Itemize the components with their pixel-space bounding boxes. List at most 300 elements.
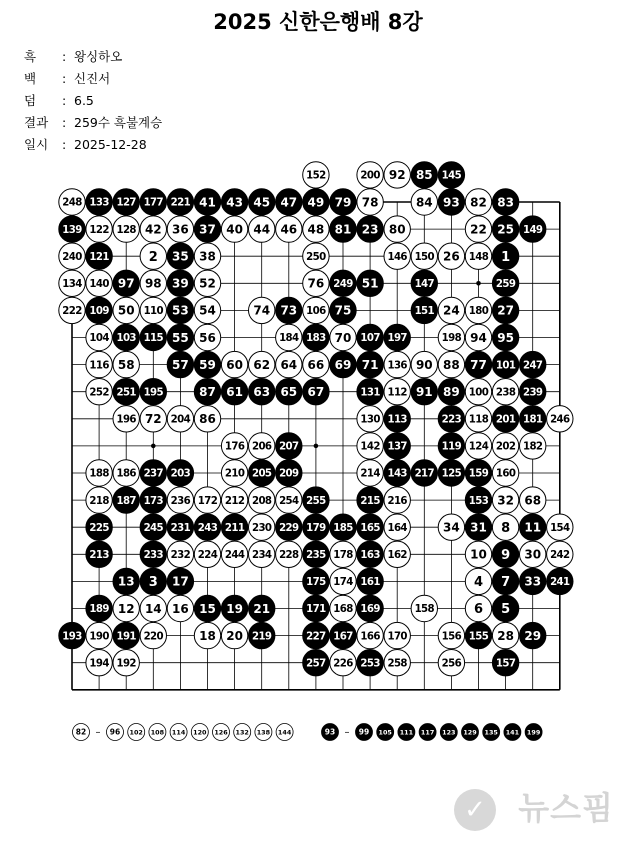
white-stone bbox=[465, 541, 491, 567]
info-value: 신진서 bbox=[74, 71, 111, 86]
move-number: 250 bbox=[306, 251, 326, 263]
move-number: 5 bbox=[501, 602, 511, 618]
legend-move-number: 111 bbox=[399, 728, 414, 737]
white-stone bbox=[194, 270, 220, 296]
white-stone bbox=[465, 379, 491, 405]
move-number: 133 bbox=[89, 197, 109, 209]
white-stone bbox=[276, 324, 302, 350]
black-stone bbox=[492, 243, 518, 269]
legend-dash: – bbox=[344, 727, 350, 738]
move-number: 2 bbox=[148, 249, 158, 265]
move-number: 242 bbox=[550, 549, 570, 561]
move-number: 67 bbox=[307, 385, 325, 400]
move-number: 71 bbox=[361, 357, 379, 372]
legend-move-number: 117 bbox=[420, 728, 435, 737]
move-number: 20 bbox=[226, 628, 243, 643]
black-stone bbox=[59, 622, 85, 648]
legend-dash: – bbox=[95, 727, 101, 738]
black-stone bbox=[492, 406, 518, 432]
move-number: 66 bbox=[307, 357, 325, 372]
move-number: 115 bbox=[143, 333, 164, 345]
move-number: 150 bbox=[414, 251, 435, 263]
black-stone bbox=[357, 216, 383, 242]
legend-white-stone bbox=[234, 724, 251, 741]
move-number: 55 bbox=[172, 330, 189, 345]
white-stone bbox=[86, 460, 112, 486]
move-number: 227 bbox=[306, 631, 326, 643]
move-number: 69 bbox=[334, 357, 352, 372]
legend-move-number: 105 bbox=[378, 728, 392, 737]
black-stone bbox=[167, 514, 193, 540]
white-stone bbox=[330, 595, 356, 621]
legend-move-number: 102 bbox=[129, 728, 143, 737]
move-number: 252 bbox=[89, 387, 109, 399]
legend-black-stone bbox=[419, 724, 436, 741]
black-stone bbox=[492, 216, 518, 242]
move-number: 151 bbox=[414, 306, 435, 318]
black-stone bbox=[113, 324, 139, 350]
move-number: 81 bbox=[334, 222, 352, 237]
move-number: 166 bbox=[360, 631, 380, 643]
black-stone bbox=[357, 487, 383, 513]
black-stone bbox=[330, 351, 356, 377]
black-stone bbox=[384, 460, 410, 486]
white-stone bbox=[194, 541, 220, 567]
black-stone bbox=[113, 270, 139, 296]
white-stone bbox=[221, 622, 247, 648]
white-stone bbox=[194, 297, 220, 323]
black-stone bbox=[357, 514, 383, 540]
black-stone bbox=[276, 460, 302, 486]
move-number: 59 bbox=[199, 357, 216, 372]
white-stone bbox=[465, 216, 491, 242]
move-number: 37 bbox=[199, 222, 216, 237]
white-stone bbox=[140, 297, 166, 323]
legend-move-number: 96 bbox=[109, 727, 121, 737]
white-stone bbox=[113, 595, 139, 621]
black-stone bbox=[384, 324, 410, 350]
black-stone bbox=[249, 460, 275, 486]
move-number: 82 bbox=[470, 195, 487, 210]
white-stone bbox=[276, 216, 302, 242]
move-number: 220 bbox=[143, 631, 164, 643]
white-stone bbox=[384, 622, 410, 648]
move-number: 154 bbox=[550, 522, 570, 534]
move-number: 177 bbox=[143, 197, 164, 209]
move-number: 92 bbox=[388, 168, 406, 183]
move-number: 172 bbox=[197, 495, 218, 507]
white-stone bbox=[86, 324, 112, 350]
move-number: 49 bbox=[307, 195, 325, 210]
black-stone bbox=[303, 595, 329, 621]
black-stone bbox=[86, 189, 112, 215]
move-number: 259 bbox=[495, 278, 516, 290]
move-number: 244 bbox=[224, 549, 245, 561]
move-number: 204 bbox=[170, 414, 191, 426]
move-number: 74 bbox=[253, 303, 271, 318]
move-number: 155 bbox=[468, 631, 489, 643]
move-number: 174 bbox=[333, 577, 353, 589]
move-number: 206 bbox=[251, 441, 272, 453]
black-stone bbox=[167, 297, 193, 323]
move-number: 33 bbox=[524, 574, 542, 589]
move-number: 45 bbox=[253, 195, 271, 210]
move-number: 10 bbox=[470, 547, 487, 562]
move-number: 240 bbox=[62, 251, 82, 263]
legend-move-number: 144 bbox=[277, 728, 292, 737]
legend-move-number: 123 bbox=[442, 728, 456, 737]
move-number: 165 bbox=[360, 522, 380, 534]
move-number: 216 bbox=[387, 495, 407, 507]
move-number: 42 bbox=[144, 222, 162, 237]
move-number: 251 bbox=[116, 387, 136, 399]
black-stone bbox=[411, 297, 437, 323]
move-number: 189 bbox=[89, 604, 109, 616]
move-number: 46 bbox=[280, 222, 298, 237]
move-number: 22 bbox=[470, 222, 487, 237]
move-number: 184 bbox=[279, 333, 299, 345]
black-stone bbox=[330, 622, 356, 648]
move-number: 253 bbox=[360, 658, 380, 670]
black-stone bbox=[330, 514, 356, 540]
white-stone bbox=[140, 270, 166, 296]
legend-white-stone bbox=[276, 724, 293, 741]
move-number: 112 bbox=[387, 387, 407, 399]
move-number: 100 bbox=[468, 387, 489, 399]
white-stone bbox=[384, 351, 410, 377]
white-stone bbox=[330, 568, 356, 594]
black-stone bbox=[221, 595, 247, 621]
white-stone bbox=[249, 297, 275, 323]
black-stone bbox=[140, 514, 166, 540]
legend-move-number: 114 bbox=[171, 728, 186, 737]
legend-black-stone bbox=[398, 724, 415, 741]
black-stone bbox=[520, 379, 546, 405]
black-stone bbox=[438, 460, 464, 486]
black-stone bbox=[357, 351, 383, 377]
move-number: 54 bbox=[199, 303, 216, 318]
legend-move-number: 126 bbox=[214, 728, 228, 737]
move-number: 146 bbox=[387, 251, 407, 263]
white-stone bbox=[249, 216, 275, 242]
move-number: 72 bbox=[144, 412, 162, 427]
black-stone bbox=[167, 243, 193, 269]
black-stone bbox=[194, 595, 220, 621]
white-stone bbox=[276, 487, 302, 513]
move-number: 12 bbox=[117, 601, 135, 616]
white-stone bbox=[194, 324, 220, 350]
move-number: 118 bbox=[468, 414, 489, 426]
move-number: 249 bbox=[333, 278, 353, 290]
black-stone bbox=[357, 379, 383, 405]
move-number: 52 bbox=[199, 276, 216, 291]
white-stone bbox=[59, 189, 85, 215]
move-number: 185 bbox=[333, 522, 353, 534]
black-stone bbox=[520, 351, 546, 377]
move-number: 11 bbox=[524, 520, 542, 535]
move-number: 153 bbox=[468, 495, 489, 507]
move-number: 60 bbox=[226, 357, 243, 372]
move-number: 198 bbox=[441, 333, 462, 345]
black-stone bbox=[438, 189, 464, 215]
white-stone bbox=[194, 406, 220, 432]
move-number: 56 bbox=[199, 330, 216, 345]
black-stone bbox=[140, 568, 166, 594]
info-row-date: 일시 : 2025-12-28 bbox=[24, 137, 147, 152]
move-number: 93 bbox=[443, 195, 460, 210]
black-stone bbox=[492, 324, 518, 350]
move-number: 125 bbox=[441, 468, 462, 480]
legend-white-stone bbox=[73, 724, 90, 741]
move-number: 161 bbox=[360, 577, 380, 589]
black-stone bbox=[86, 541, 112, 567]
white-stone bbox=[167, 541, 193, 567]
white-stone bbox=[140, 622, 166, 648]
white-stone bbox=[140, 595, 166, 621]
white-stone bbox=[384, 514, 410, 540]
move-number: 19 bbox=[226, 601, 243, 616]
move-number: 14 bbox=[144, 601, 162, 616]
legend-black-stone bbox=[483, 724, 500, 741]
move-number: 73 bbox=[280, 303, 298, 318]
move-number: 142 bbox=[360, 441, 380, 453]
move-number: 237 bbox=[143, 468, 164, 480]
move-number: 147 bbox=[414, 278, 435, 290]
black-stone bbox=[167, 351, 193, 377]
white-stone bbox=[86, 487, 112, 513]
move-number: 63 bbox=[253, 385, 271, 400]
move-number: 116 bbox=[89, 360, 109, 372]
black-stone bbox=[465, 351, 491, 377]
black-stone bbox=[86, 595, 112, 621]
white-stone bbox=[330, 324, 356, 350]
move-number: 209 bbox=[279, 468, 299, 480]
move-number: 23 bbox=[361, 222, 379, 237]
move-number: 43 bbox=[226, 195, 243, 210]
white-stone bbox=[492, 433, 518, 459]
black-stone bbox=[194, 514, 220, 540]
black-stone bbox=[384, 433, 410, 459]
white-stone bbox=[113, 650, 139, 676]
legend-black-stone bbox=[377, 724, 394, 741]
move-number: 143 bbox=[387, 468, 407, 480]
white-stone bbox=[384, 379, 410, 405]
white-stone bbox=[167, 406, 193, 432]
move-number: 254 bbox=[279, 495, 299, 507]
legend-move-number: 93 bbox=[324, 727, 336, 737]
white-stone bbox=[221, 433, 247, 459]
white-stone bbox=[357, 189, 383, 215]
move-number: 205 bbox=[251, 468, 272, 480]
black-stone bbox=[357, 595, 383, 621]
black-stone bbox=[357, 568, 383, 594]
white-stone bbox=[303, 351, 329, 377]
black-stone bbox=[303, 487, 329, 513]
black-stone bbox=[492, 541, 518, 567]
move-number: 21 bbox=[253, 601, 271, 616]
black-stone bbox=[140, 324, 166, 350]
move-number: 38 bbox=[199, 249, 216, 264]
legend-move-number: 129 bbox=[463, 728, 477, 737]
legend-black-stone bbox=[322, 724, 339, 741]
white-stone bbox=[330, 541, 356, 567]
black-stone bbox=[86, 514, 112, 540]
legend-move-number: 120 bbox=[193, 728, 207, 737]
move-number: 107 bbox=[360, 333, 380, 345]
info-row-komi: 덤 : 6.5 bbox=[24, 93, 94, 108]
white-stone bbox=[221, 541, 247, 567]
move-number: 36 bbox=[172, 222, 189, 237]
move-number: 34 bbox=[443, 520, 460, 535]
white-stone bbox=[221, 487, 247, 513]
black-stone bbox=[140, 460, 166, 486]
white-stone bbox=[438, 324, 464, 350]
white-stone bbox=[411, 243, 437, 269]
black-stone bbox=[492, 568, 518, 594]
move-number: 130 bbox=[360, 414, 380, 426]
move-number: 104 bbox=[89, 333, 109, 345]
white-stone bbox=[465, 433, 491, 459]
black-stone bbox=[520, 216, 546, 242]
move-number: 210 bbox=[224, 468, 245, 480]
move-number: 212 bbox=[224, 495, 245, 507]
move-number: 127 bbox=[116, 197, 136, 209]
info-value: 259수 흑불계승 bbox=[74, 115, 163, 130]
black-stone bbox=[113, 622, 139, 648]
white-stone bbox=[330, 650, 356, 676]
move-number: 171 bbox=[306, 604, 326, 616]
white-stone bbox=[357, 433, 383, 459]
move-number: 233 bbox=[143, 549, 164, 561]
black-stone bbox=[276, 297, 302, 323]
white-stone bbox=[194, 243, 220, 269]
move-number: 157 bbox=[495, 658, 516, 670]
move-number: 64 bbox=[280, 357, 298, 372]
move-number: 137 bbox=[387, 441, 407, 453]
black-stone bbox=[438, 379, 464, 405]
ko-legend-black bbox=[322, 724, 543, 741]
move-number: 98 bbox=[144, 276, 162, 291]
move-number: 53 bbox=[172, 303, 189, 318]
info-row-white: 백 : 신진서 bbox=[24, 71, 111, 86]
black-stone bbox=[520, 514, 546, 540]
black-stone bbox=[303, 324, 329, 350]
watermark: 뉴스핌 bbox=[518, 789, 614, 827]
move-number: 134 bbox=[62, 278, 82, 290]
move-number: 145 bbox=[441, 170, 462, 182]
white-stone bbox=[86, 270, 112, 296]
move-number: 203 bbox=[170, 468, 191, 480]
move-number: 230 bbox=[251, 522, 272, 534]
move-number: 94 bbox=[470, 330, 487, 345]
white-stone bbox=[465, 243, 491, 269]
info-row-black: 흑 : 왕싱하오 bbox=[24, 49, 123, 64]
info-key: 흑 bbox=[24, 49, 37, 64]
move-number: 41 bbox=[199, 195, 216, 210]
white-stone bbox=[357, 406, 383, 432]
move-number: 136 bbox=[387, 360, 407, 372]
move-number: 159 bbox=[468, 468, 489, 480]
move-number: 79 bbox=[334, 195, 352, 210]
move-number: 65 bbox=[280, 385, 298, 400]
move-number: 208 bbox=[251, 495, 272, 507]
white-stone bbox=[492, 460, 518, 486]
move-number: 236 bbox=[170, 495, 191, 507]
info-value: 6.5 bbox=[74, 93, 94, 108]
white-stone bbox=[438, 297, 464, 323]
white-stone bbox=[547, 514, 573, 540]
black-stone bbox=[113, 189, 139, 215]
move-number: 228 bbox=[279, 549, 299, 561]
black-stone bbox=[465, 460, 491, 486]
move-number: 232 bbox=[170, 549, 191, 561]
move-number: 195 bbox=[143, 387, 164, 399]
white-stone bbox=[438, 622, 464, 648]
move-number: 207 bbox=[279, 441, 299, 453]
move-number: 18 bbox=[199, 628, 216, 643]
move-number: 122 bbox=[89, 224, 109, 236]
move-number: 119 bbox=[441, 441, 462, 453]
white-stone bbox=[520, 487, 546, 513]
move-number: 178 bbox=[333, 549, 353, 561]
move-number: 245 bbox=[143, 522, 164, 534]
black-stone bbox=[492, 351, 518, 377]
move-number: 27 bbox=[497, 303, 514, 318]
move-number: 158 bbox=[414, 604, 435, 616]
black-stone bbox=[492, 270, 518, 296]
white-stone bbox=[113, 460, 139, 486]
white-stone bbox=[384, 541, 410, 567]
white-stone bbox=[276, 541, 302, 567]
white-stone bbox=[384, 487, 410, 513]
move-number: 247 bbox=[522, 360, 543, 372]
white-stone bbox=[86, 379, 112, 405]
move-number: 110 bbox=[143, 306, 164, 318]
move-number: 169 bbox=[360, 604, 380, 616]
ko-legend-white bbox=[73, 724, 294, 741]
black-stone bbox=[357, 270, 383, 296]
white-stone bbox=[465, 189, 491, 215]
move-number: 91 bbox=[415, 385, 433, 400]
move-number: 194 bbox=[89, 658, 109, 670]
move-number: 193 bbox=[62, 631, 82, 643]
move-number: 83 bbox=[497, 195, 514, 210]
move-number: 221 bbox=[170, 197, 191, 209]
move-number: 61 bbox=[226, 385, 243, 400]
move-number: 258 bbox=[387, 658, 407, 670]
move-number: 213 bbox=[89, 549, 109, 561]
move-number: 50 bbox=[117, 303, 135, 318]
white-stone bbox=[303, 216, 329, 242]
white-stone bbox=[113, 297, 139, 323]
move-number: 47 bbox=[280, 195, 298, 210]
move-number: 88 bbox=[443, 357, 460, 372]
white-stone bbox=[249, 514, 275, 540]
legend-white-stone bbox=[107, 724, 124, 741]
black-stone bbox=[113, 568, 139, 594]
white-stone bbox=[59, 270, 85, 296]
move-number: 1 bbox=[501, 249, 511, 265]
move-number: 186 bbox=[116, 468, 136, 480]
black-stone bbox=[303, 189, 329, 215]
move-number: 15 bbox=[199, 601, 216, 616]
black-stone bbox=[303, 622, 329, 648]
move-number: 24 bbox=[443, 303, 460, 318]
move-number: 187 bbox=[116, 495, 136, 507]
move-number: 183 bbox=[306, 333, 326, 345]
legend-move-number: 108 bbox=[150, 728, 165, 737]
white-stone bbox=[249, 433, 275, 459]
